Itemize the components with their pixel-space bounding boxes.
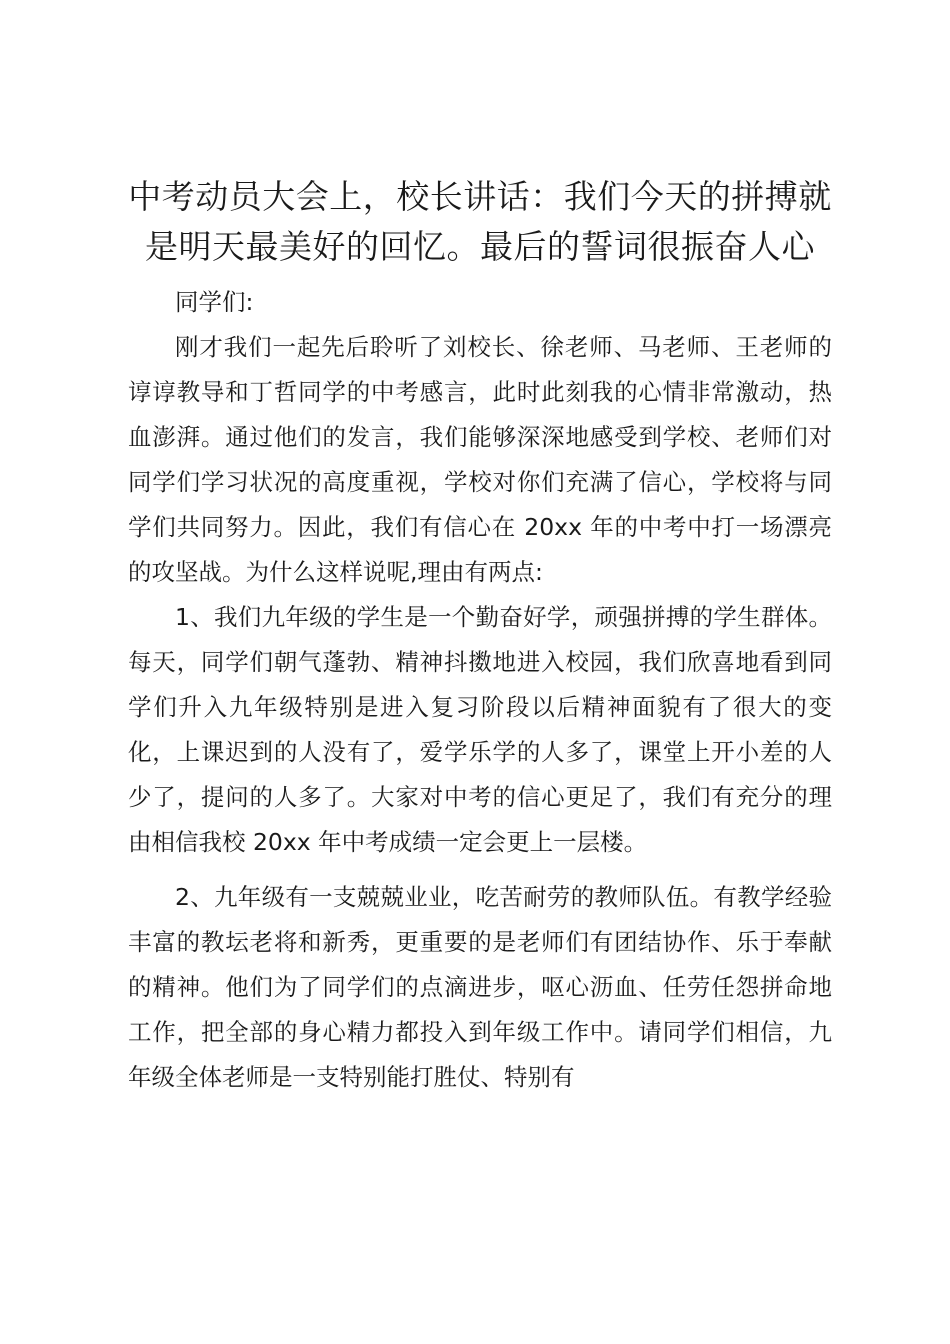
paragraph-intro: 刚才我们一起先后聆听了刘校长、徐老师、马老师、王老师的谆谆教导和丁哲同学的中考感言，此时此刻我的心情非常激动，热血澎湃。通过他们的发言，我们能够深深地感受到学校、老师们对同学们学习状况的高度重视，学校对你们充满了信心，学校将与同学们共同努力。因此，我们有信心在 20xx 年的中考中打一场漂亮的攻坚战。为什么这样说呢,理由有两点:	[128, 333, 832, 586]
paragraph-greeting: 同学们:	[175, 288, 254, 316]
document-title: 中考动员大会上，校长讲话：我们今天的拼搏就是明天最美好的回忆。最后的誓词很振奋人心	[128, 177, 832, 266]
document-body	[128, 280, 832, 1100]
paragraph-reason-1: 1、我们九年级的学生是一个勤奋好学，顽强拼搏的学生群体。每天，同学们朝气蓬勃、精神抖擞地进入校园，我们欣喜地看到同学们升入九年级特别是进入复习阶段以后精神面貌有了很大的变化，上课迟到的人没有了，爱学乐学的人多了，课堂上开小差的人少了，提问的人多了。大家对中考的信心更足了，我们有充分的理由相信我校 20xx 年中考成绩一定会更上一层楼。	[128, 603, 832, 856]
document-page	[128, 172, 832, 1100]
paragraph-reason-2: 2、九年级有一支兢兢业业，吃苦耐劳的教师队伍。有教学经验丰富的教坛老将和新秀，更重要的是老师们有团结协作、乐于奉献的精神。他们为了同学们的点滴进步，呕心沥血、任劳任怨拼命地工作，把全部的身心精力都投入到年级工作中。请同学们相信，九年级全体老师是一支特别能打胜仗、特别有	[128, 883, 832, 1091]
